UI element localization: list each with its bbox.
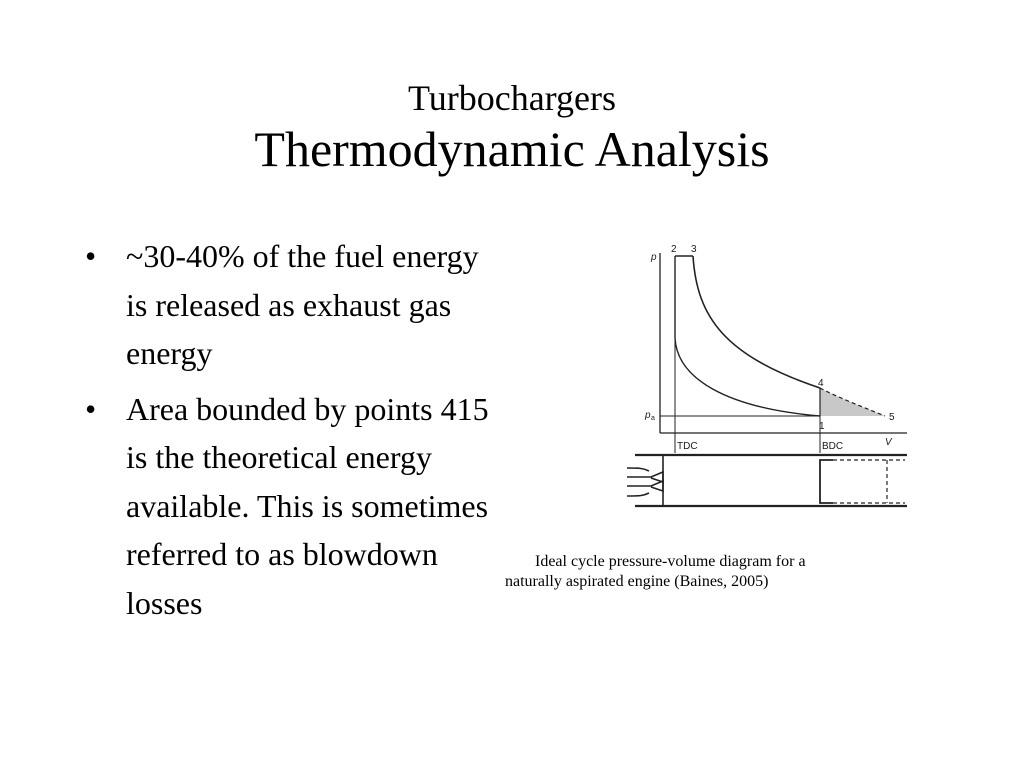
bullet-list — [85, 232, 490, 634]
point-label-4: 4 — [818, 378, 824, 389]
figure-caption — [505, 552, 925, 592]
title-block — [0, 78, 1024, 178]
slide-title: Thermodynamic Analysis — [254, 121, 770, 177]
bullet-item — [85, 232, 490, 378]
pv-diagram — [615, 238, 915, 522]
intake-valve — [627, 468, 663, 482]
point-label-5: 5 — [889, 412, 895, 423]
pa-subscript: a — [651, 415, 655, 422]
point-label-1: 1 — [819, 421, 825, 432]
slide-supertitle: Turbochargers — [408, 78, 616, 118]
compression-curve — [675, 338, 820, 416]
bullet-text: ~30-40% of the fuel energy is released as exhaust gas energy — [126, 238, 479, 371]
bullet-text: Area bounded by points 415 is the theoretical energy available. This is sometimes referred to as blowdown losses — [126, 390, 489, 621]
expansion-curve — [693, 256, 820, 388]
bullet-marker: • — [85, 238, 97, 274]
caption-line-1: Ideal cycle pressure-volume diagram for a — [535, 553, 806, 570]
axis-label-v: V — [885, 437, 892, 448]
point-label-2: 2 — [671, 244, 677, 255]
axis-label-p: p — [651, 252, 657, 263]
pv-diagram-figure — [615, 238, 915, 522]
pa-label: p — [645, 410, 651, 421]
bdc-label: BDC — [822, 441, 844, 452]
piston-alternate-dashed — [833, 460, 905, 503]
tdc-label: TDC — [677, 441, 698, 452]
bullet-marker: • — [85, 390, 97, 427]
exhaust-valve — [627, 481, 663, 496]
bullet-item — [85, 385, 490, 628]
point-label-3: 3 — [691, 244, 697, 255]
piston — [820, 460, 833, 503]
caption-line-2: naturally aspirated engine (Baines, 2005) — [505, 573, 769, 590]
